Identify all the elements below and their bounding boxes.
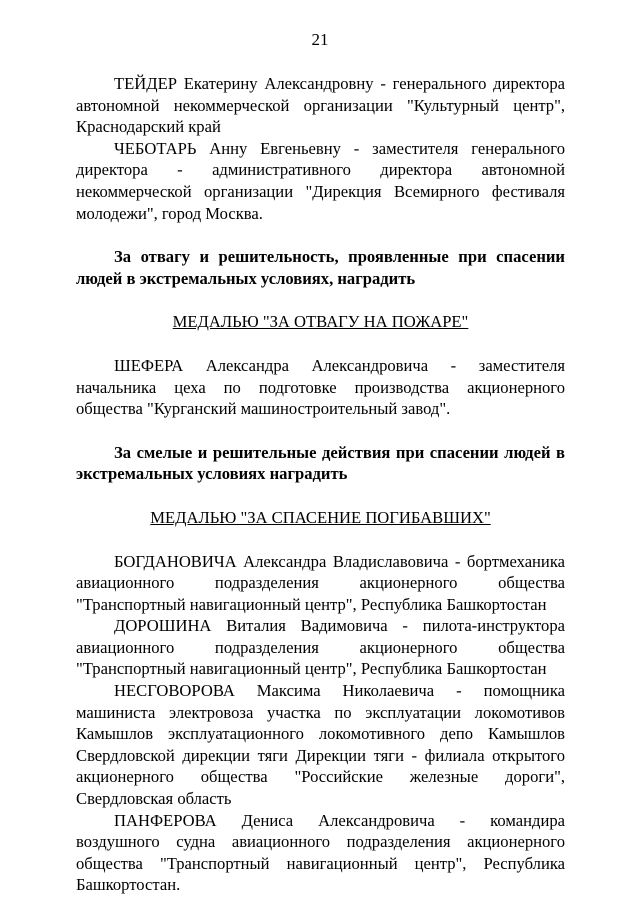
medal-heading: МЕДАЛЬЮ "ЗА ОТВАГУ НА ПОЖАРЕ" — [172, 312, 469, 332]
recipient-paragraph: НЕСГОВОРОВА Максима Николаевича - помощника машиниста электровоза участка по эксплуатации локомотивов Камышлов эксплуатационного локомотивного депо Камышлов Свердловской дирекции тяги Дирекции тяги - филиала открытого акционерного общества "Российские железные дороги", Свердловская область — [76, 681, 565, 809]
recipient-paragraph: ДОРОШИНА Виталия Вадимовича - пилота-инструктора авиационного подразделения акционерного общества "Транспортный навигационный центр", Республика Башкортостан — [76, 616, 565, 679]
medal-heading: МЕДАЛЬЮ "ЗА СПАСЕНИЕ ПОГИБАВШИХ" — [150, 507, 491, 527]
recipient-paragraph: ПАНФЕРОВА Дениса Александровича - командира воздушного судна авиационного подразделения акционерного общества "Транспортный навигационный центр", Республика Башкортостан. — [76, 810, 565, 895]
entry-paragraph: ЧЕБОТАРЬ Анну Евгеньевну - заместителя генерального директора - административного директора автономной некоммерческой организации "Дирекция Всемирного фестиваля молодежи", город Москва. — [76, 138, 565, 223]
entry-paragraph: ТЕЙДЕР Екатерину Александровну - генерального директора автономной некоммерческой организации "Культурный центр", Краснодарский край — [76, 74, 565, 137]
spacer — [76, 529, 565, 551]
spacer — [76, 224, 565, 246]
recipient-paragraph: ШЕФЕРА Александра Александровича - заместителя начальника цеха по подготовке производства акционерного общества "Курганский машиностроительный завод". — [76, 355, 565, 419]
page-number: 21 — [311, 30, 329, 49]
document-body — [76, 73, 565, 896]
spacer — [76, 289, 565, 311]
spacer — [76, 333, 565, 355]
spacer — [76, 485, 565, 507]
spacer — [76, 420, 565, 442]
award-intro: За отвагу и решительность, проявленные при спасении людей в экстремальных условиях, наградить — [76, 247, 565, 288]
award-intro: За смелые и решительные действия при спасении людей в экстремальных условиях наградить — [76, 442, 565, 484]
recipient-paragraph: БОГДАНОВИЧА Александра Владиславовича - бортмеханика авиационного подразделения акционерного общества "Транспортный навигационный центр", Республика Башкортостан — [76, 551, 565, 614]
